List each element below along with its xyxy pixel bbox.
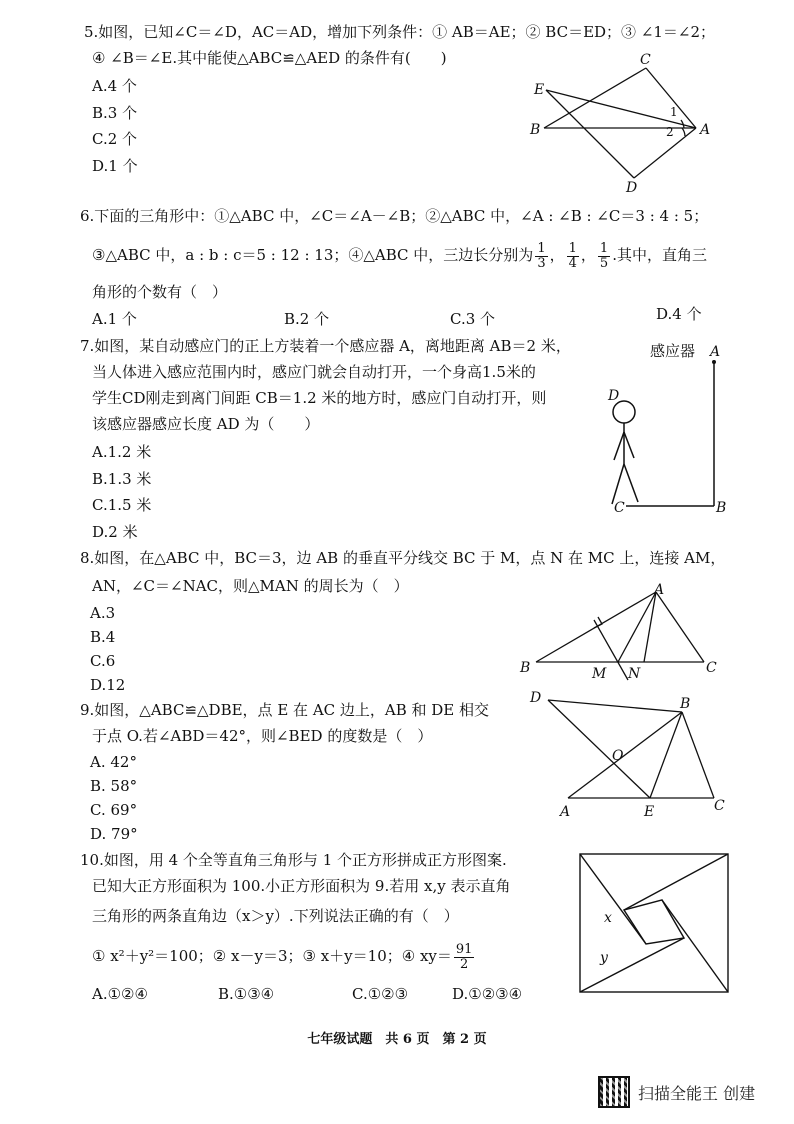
q8-label-c: C [706,660,717,676]
q9-figure [524,684,734,824]
q7-option-d: D.2 米 [92,523,138,541]
q8-label-a: A [654,582,665,598]
q7-option-c: C.1.5 米 [92,496,152,514]
q7-stem-line2: 当人体进入感应范围内时，感应门就会自动打开，一个身高1.5米的 [92,363,536,381]
q7-label-a: A [710,344,721,360]
q9-label-a: A [560,804,571,820]
q10-figure [574,848,740,996]
q5-label-angle1: 1 [670,105,678,119]
q5-label-c: C [640,52,651,68]
q6-stem-line3: 角形的个数有（ ） [92,283,228,301]
q6-stem-line2b: .其中，直角三 [612,246,707,264]
q7-figure [600,334,740,520]
q6-option-d: D.4 个 [656,305,702,323]
q10-option-a: A.①②④ [92,985,148,1003]
q5-label-e: E [534,82,545,98]
q10-stem-line2: 已知大正方形面积为 100.小正方形面积为 9.若用 x,y 表示直角 [92,877,511,895]
q8-label-b: B [520,660,531,676]
q7-label-b: B [716,500,727,516]
q6-option-b: B.2 个 [284,310,330,328]
q6-option-a: A.1 个 [92,310,137,328]
q9-label-o: O [612,748,624,764]
q5-figure [520,48,720,196]
q9-label-e: E [644,804,655,820]
q10-option-d: D.①②③④ [452,985,523,1003]
scanner-watermark [598,1076,755,1108]
q10-option-c: C.①②③ [352,985,409,1003]
q6-stem-line1: 6.下面的三角形中：①△ABC 中，∠C＝∠A－∠B；②△ABC 中，∠A : ∠B : ∠C＝3 : 4 : 5； [80,207,709,225]
q8-option-c: C.6 [90,652,116,670]
q10-stem-line3: 三角形的两条直角边（x＞y）.下列说法正确的有（ ） [92,907,459,925]
q10-option-b: B.①③④ [218,985,275,1003]
q8-figure [516,582,726,682]
q8-option-a: A.3 [90,604,116,622]
q5-stem-line1: 5.如图，已知∠C＝∠D，AC＝AD，增加下列条件：① AB＝AE；② BC＝ED；③ ∠1＝∠2； [84,23,716,41]
q5-option-a: A.4 个 [92,77,137,95]
q5-option-d: D.1 个 [92,157,138,175]
qr-code-icon [598,1076,630,1108]
q9-option-c: C. 69° [90,801,138,819]
q8-label-m: M [592,666,607,682]
q6-stem-line2a: ③△ABC 中，a : b : c＝5 : 12 : 13；④△ABC 中，三边长分别为 [92,246,534,264]
q10-label-y: y [600,950,608,966]
q5-option-c: C.2 个 [92,130,138,148]
q7-option-a: A.1.2 米 [92,443,152,461]
q5-label-a: A [700,122,711,138]
q7-stem-line1: 7.如图，某自动感应门的正上方装着一个感应器 A，离地距离 AB＝2 米， [80,337,571,355]
q8-option-d: D.12 [90,676,126,694]
q6-fraction-1: $\frac{1}{3}$ [537,240,546,271]
q8-option-b: B.4 [90,628,116,646]
q5-label-d: D [626,180,638,196]
q8-stem-line2: AN，∠C＝∠NAC，则△MAN 的周长为（ ） [92,577,409,595]
q10-stem-line1: 10.如图，用 4 个全等直角三角形与 1 个正方形拼成正方形图案. [80,851,507,869]
q6-fraction-3: $\frac{1}{5}$ [599,240,609,271]
q10-fraction: $\frac{91}{2}$ [455,941,473,972]
q6-stem-line2: ③△ABC 中，a : b : c＝5 : 12 : 13；④△ABC 中，三边长分别为 $\frac{1}{3}$ ， $\frac{1}{4}$ ， $\frac{1}{5}$ .其中，直角三 [92,240,707,271]
q7-label-d: D [608,388,620,404]
q9-label-d: D [530,690,542,706]
q7-option-b: B.1.3 米 [92,470,152,488]
q9-label-b: B [680,696,691,712]
q10-stem-line4 [92,938,476,974]
q5-label-b: B [530,122,541,138]
q5-option-b: B.3 个 [92,104,138,122]
q10-label-x: x [604,910,612,926]
q5-label-angle2: 2 [666,125,674,139]
q9-label-c: C [714,798,725,814]
q7-label-c: C [614,500,625,516]
q9-option-a: A. 42° [90,753,137,771]
q10-stem-line4a: ① x²＋y²＝100；② x－y＝3；③ x＋y＝10；④ xy＝ [92,947,452,965]
q7-label-sensor: 感应器 [650,342,696,360]
q9-option-b: B. 58° [90,777,138,795]
q9-option-d: D. 79° [90,825,138,843]
q7-stem-line4: 该感应器感应长度 AD 为（ ） [92,415,320,433]
q9-stem-line1: 9.如图，△ABC≌△DBE，点 E 在 AC 边上，AB 和 DE 相交 [80,701,490,719]
q6-option-c: C.3 个 [450,310,496,328]
q6-fraction-2: $\frac{1}{4}$ [568,240,577,271]
q5-stem-line2: ④ ∠B＝∠E.其中能使△ABC≌△AED 的条件有( ) [92,49,447,67]
q9-stem-line2: 于点 O.若∠ABD＝42°，则∠BED 的度数是（ ） [92,727,433,745]
q7-stem-line3: 学生CD刚走到离门间距 CB＝1.2 米的地方时，感应门自动打开，则 [92,389,547,407]
q8-label-n: N [628,666,641,682]
page-footer: 七年级试题 共 6 页 第 2 页 [307,1032,487,1047]
q8-stem-line1: 8.如图，在△ABC 中，BC＝3，边 AB 的垂直平分线交 BC 于 M，点 N 在 MC 上，连接 AM， [80,549,726,567]
scanner-text: 扫描全能王 创建 [638,1083,756,1103]
